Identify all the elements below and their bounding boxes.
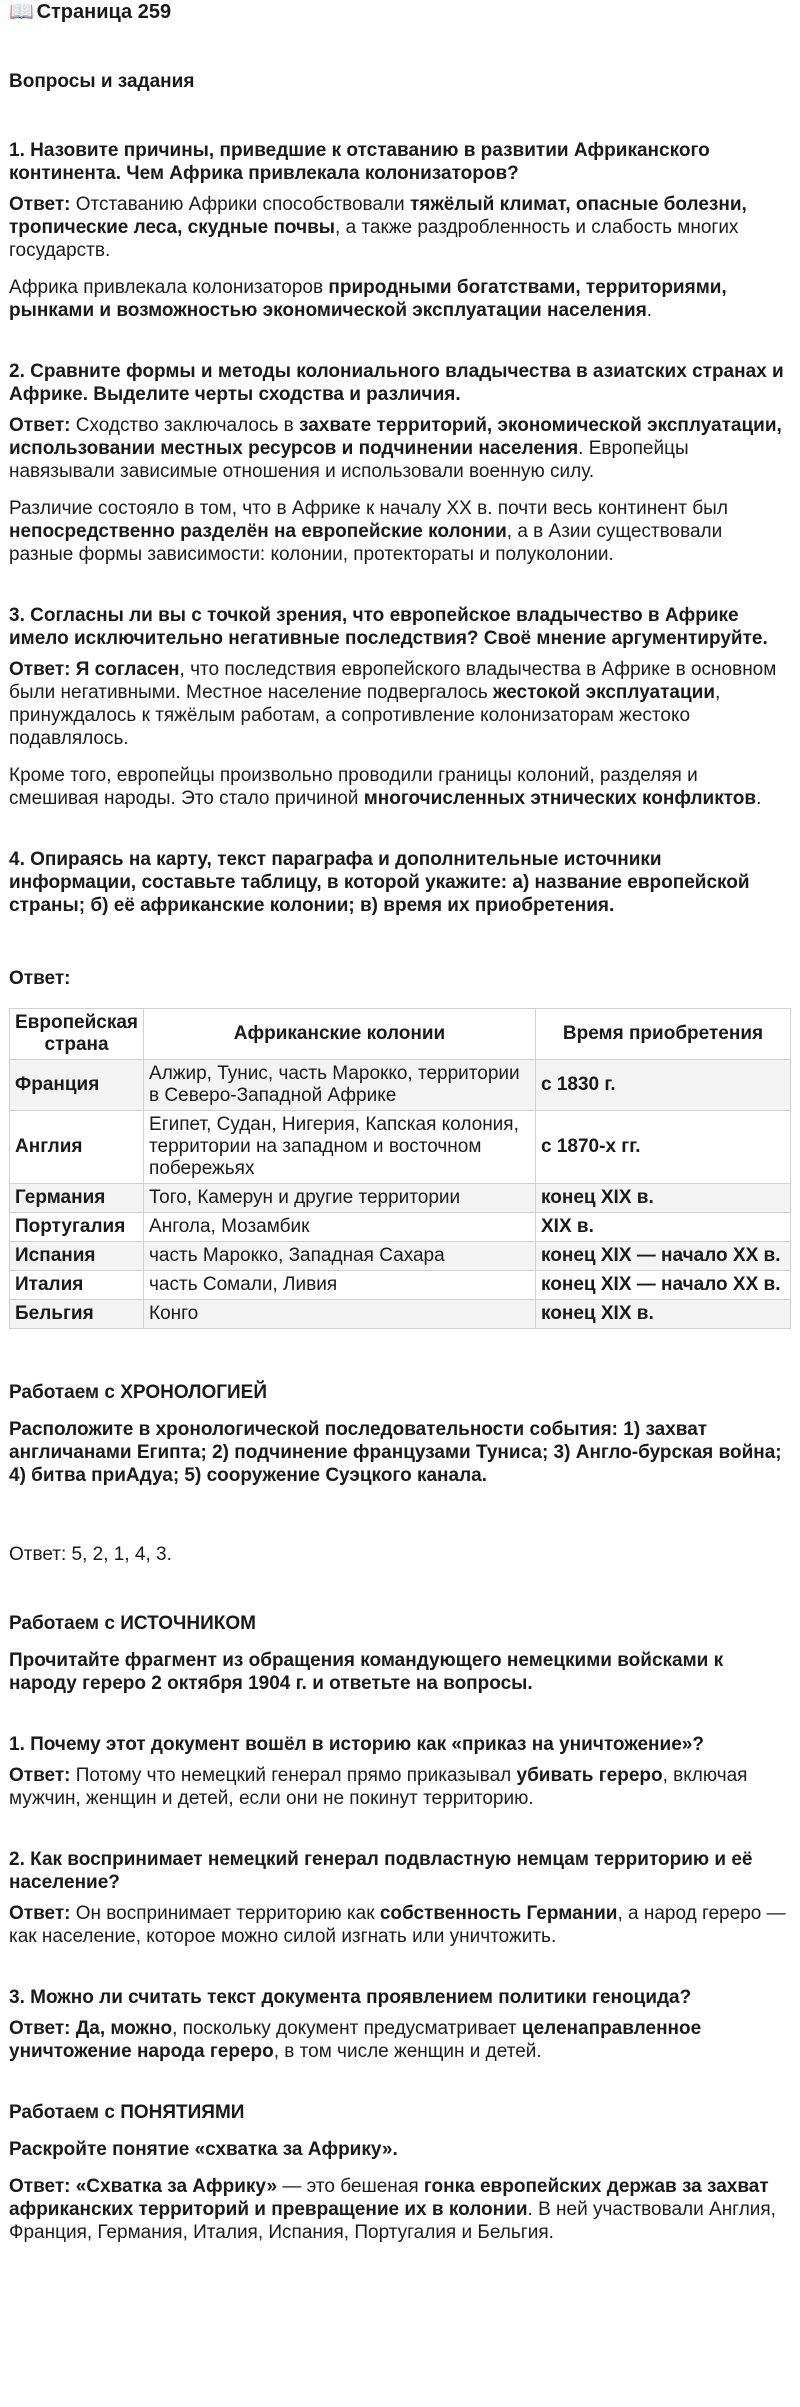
- answer-emphasis: жестокой эксплуатации: [493, 682, 716, 703]
- answer-text: — это бешеная: [277, 2176, 424, 2197]
- answer-text: . Европейцы навязывали зависимые отношения и использовали военную силу.: [9, 438, 689, 482]
- table-cell-time: конец XIX в.: [536, 1184, 791, 1213]
- table-cell-colonies: часть Марокко, Западная Сахара: [144, 1242, 536, 1271]
- table-cell-time: с 1830 г.: [536, 1060, 791, 1111]
- answer-text: Африка привлекала колонизаторов: [9, 277, 329, 298]
- table-cell-country: Франция: [10, 1060, 144, 1111]
- answer-emphasis: многочисленных этнических конфликтов: [363, 788, 757, 809]
- answer-label: Ответ: «Схватка за Африку»: [9, 2176, 278, 2197]
- table-cell-country: Бельгия: [10, 1300, 144, 1329]
- answer-text: , включая мужчин, женщин и детей, если они не покинут территорию.: [9, 1765, 748, 1809]
- colonies-table: [9, 1008, 791, 1329]
- source-answer-1: [9, 1764, 791, 1810]
- table-cell-country: Англия: [10, 1111, 144, 1184]
- answer-emphasis: захвате территорий, экономической эксплуатации, использовании местных ресурсов и подчинении населения: [9, 415, 782, 459]
- source-question-1: 1. Почему этот документ вошёл в историю как «приказ на уничтожение»?: [9, 1734, 704, 1755]
- question-1: 1. Назовите причины, приведшие к отставанию в развитии Африканского континента. Чем Африка привлекала колонизаторов?: [9, 140, 710, 184]
- answer-label: Ответ: Я согласен: [9, 659, 180, 680]
- page-title: Страница 259: [36, 1, 172, 23]
- answer-label: Ответ: Да, можно: [9, 2018, 173, 2039]
- chronology-task: Расположите в хронологической последовательности события: 1) захват англичанами Египта; 2) подчинение французами Туниса; 3) Англо-бурская война; 4) битва приАдуа; 5) сооружение Суэцкого канала.: [9, 1419, 782, 1486]
- table-row: [10, 1271, 791, 1300]
- table-cell-colonies: Ангола, Мозамбик: [144, 1213, 536, 1242]
- table-cell-time: конец XIX в.: [536, 1300, 791, 1329]
- answer-2-paragraph-1: [9, 414, 791, 483]
- answer-text: , в том числе женщин и детей.: [273, 2041, 542, 2062]
- answer-text: , что последствия европейского владычества в Африке в основном были негативными. Местное население подвергалось: [9, 659, 777, 703]
- source-answer-3: [9, 2017, 791, 2063]
- table-row: [10, 1184, 791, 1213]
- answer-label: Ответ:: [9, 1903, 71, 1924]
- answer-emphasis: природными богатствами, территориями, рынками и возможностью экономической эксплуатации населения: [9, 277, 727, 321]
- answer-text: , поскольку документ предусматривает: [172, 2018, 522, 2039]
- table-row: [10, 1060, 791, 1111]
- source-task: Прочитайте фрагмент из обращения командующего немецкими войсками к народу гереро 2 октября 1904 г. и ответьте на вопросы.: [9, 1650, 724, 1694]
- answer-emphasis: непосредственно разделён на европейские колонии: [9, 521, 507, 542]
- answer-label: Ответ:: [9, 415, 71, 436]
- chronology-title: Работаем с ХРОНОЛОГИЕЙ: [9, 1382, 267, 1403]
- answer-3-paragraph-2: [9, 764, 791, 810]
- table-cell-time: XIX в.: [536, 1213, 791, 1242]
- answer-text: .: [646, 300, 653, 321]
- answer-emphasis: гонка европейских держав за захват африканских территорий и превращение их в колонии: [9, 2176, 769, 2220]
- answer-text: Отставанию Африки способствовали: [70, 194, 410, 215]
- answer-text: Он воспринимает территорию как: [70, 1903, 380, 1924]
- table-cell-country: Германия: [10, 1184, 144, 1213]
- concepts-title: Работаем с ПОНЯТИЯМИ: [9, 2102, 245, 2123]
- table-cell-time: с 1870-х гг.: [536, 1111, 791, 1184]
- answer-text: , а в Азии существовали разные формы зависимости: колонии, протектораты и полуколонии.: [9, 521, 723, 565]
- table-header-time: Время приобретения: [536, 1009, 791, 1060]
- answer-1-paragraph-2: [9, 276, 791, 322]
- answer-text: Потому что немецкий генерал прямо приказывал: [70, 1765, 517, 1786]
- table-cell-country: Испания: [10, 1242, 144, 1271]
- table-cell-colonies: Того, Камерун и другие территории: [144, 1184, 536, 1213]
- concepts-task: Раскройте понятие «схватка за Африку».: [9, 2139, 398, 2160]
- table-row: [10, 1300, 791, 1329]
- table-cell-country: Италия: [10, 1271, 144, 1300]
- answer-text: , а народ гереро — как население, которое можно силой изгнать или уничтожить.: [9, 1903, 786, 1947]
- table-header-colonies: Африканские колонии: [144, 1009, 536, 1060]
- table-header-country: Европейская страна: [10, 1009, 144, 1060]
- table-cell-time: конец XIX — начало XX в.: [536, 1271, 791, 1300]
- question-3: 3. Согласны ли вы с точкой зрения, что европейское владычество в Африке имело исключительно негативные последствия? Своё мнение аргументируйте.: [9, 605, 768, 649]
- open-book-icon: 📖: [9, 1, 34, 23]
- table-row: [10, 1213, 791, 1242]
- table-cell-country: Португалия: [10, 1213, 144, 1242]
- table-cell-colonies: часть Сомали, Ливия: [144, 1271, 536, 1300]
- question-2: 2. Сравните формы и методы колониального владычества в азиатских странах и Африке. Выделите черты сходства и различия.: [9, 361, 784, 405]
- table-header-row: [10, 1009, 791, 1060]
- page-header: [9, 0, 791, 24]
- answer-3-paragraph-1: [9, 658, 791, 750]
- table-cell-colonies: Алжир, Тунис, часть Марокко, территории в Северо-Западной Африке: [144, 1060, 536, 1111]
- source-question-3: 3. Можно ли считать текст документа проявлением политики геноцида?: [9, 1987, 692, 2008]
- table-cell-colonies: Египет, Судан, Нигерия, Капская колония, территории на западном и восточном побережьях: [144, 1111, 536, 1184]
- table-cell-colonies: Конго: [144, 1300, 536, 1329]
- answer-text: Кроме того, европейцы произвольно проводили границы колоний, разделяя и смешивая народы. Это стало причиной: [9, 765, 698, 809]
- source-title: Работаем с ИСТОЧНИКОМ: [9, 1613, 256, 1634]
- answer-text: Сходство заключалось в: [70, 415, 300, 436]
- answer-2-paragraph-2: [9, 497, 791, 566]
- answer-text: . В ней участвовали Англия, Франция, Германия, Италия, Испания, Португалия и Бельгия.: [9, 2199, 776, 2243]
- concepts-answer: [9, 2175, 791, 2244]
- answer-text: .: [756, 788, 762, 809]
- table-row: [10, 1242, 791, 1271]
- answer-text: , а также раздробленность и слабость многих государств.: [9, 217, 739, 261]
- table-cell-time: конец XIX — начало XX в.: [536, 1242, 791, 1271]
- answer-1-paragraph-1: [9, 193, 791, 262]
- source-answer-2: [9, 1902, 791, 1948]
- section-questions-title: Вопросы и задания: [9, 71, 195, 92]
- answer-emphasis: тяжёлый климат, опасные болезни, тропические леса, скудные почвы: [9, 194, 747, 238]
- table-row: [10, 1111, 791, 1184]
- answer-4-label: Ответ:: [9, 968, 71, 989]
- answer-emphasis: собственность Германии: [379, 1903, 618, 1924]
- answer-label: Ответ:: [9, 194, 71, 215]
- answer-text: Различие состояло в том, что в Африке к началу XX в. почти весь континент был: [9, 498, 728, 519]
- chronology-answer: Ответ: 5, 2, 1, 4, 3.: [9, 1544, 172, 1565]
- answer-emphasis: убивать гереро: [516, 1765, 663, 1786]
- source-question-2: 2. Как воспринимает немецкий генерал подвластную немцам территорию и её население?: [9, 1849, 753, 1893]
- answer-emphasis: целенаправленное уничтожение народа гереро: [9, 2018, 702, 2062]
- question-4: 4. Опираясь на карту, текст параграфа и дополнительные источники информации, составьте таблицу, в которой укажите: а) название европейской страны; б) её африканские колонии; в) время их приобретения.: [9, 849, 750, 916]
- answer-label: Ответ:: [9, 1765, 71, 1786]
- answer-text: , принуждалось к тяжёлым работам, а сопротивление колонизаторам жестоко подавлялось.: [9, 682, 721, 749]
